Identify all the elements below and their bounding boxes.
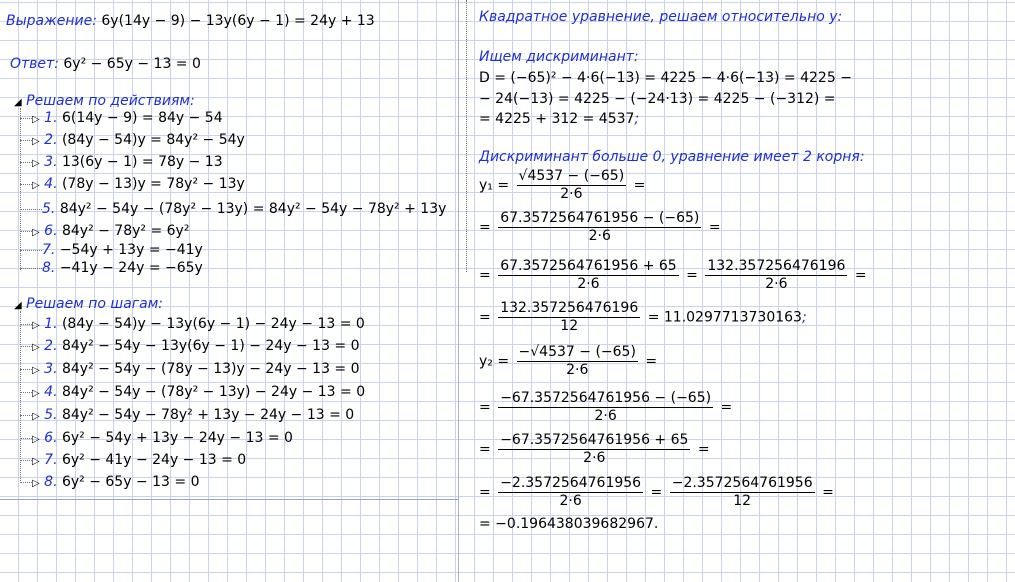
steps-header-row[interactable]	[14, 295, 163, 315]
expand-arrow-icon[interactable]: ▷	[32, 180, 40, 191]
y2-step2-fraction	[498, 432, 690, 467]
y2-step3-fraction	[498, 475, 643, 510]
y1-step-3	[479, 300, 807, 335]
list-item[interactable]: ▷ 2. (84y − 54)y = 84y² − 54y	[20, 131, 245, 151]
equals-sign: =	[708, 219, 721, 236]
equals-sign: =	[650, 484, 663, 501]
y2-step1-numerator: −67.3572564761956 − (−65)	[500, 390, 712, 406]
y1-step-2	[479, 258, 867, 293]
y2-step3b-fraction	[670, 475, 815, 510]
quad-header: Квадратное уравнение, решаем относительно y:	[479, 9, 843, 25]
list-item[interactable]: ▷ 4. 84y² − 54y − (78y² − 13y) − 24y − 13 = 0	[20, 383, 365, 403]
y1-def	[479, 168, 645, 203]
y2-numerator: −√4537 − (−65)	[518, 344, 636, 360]
collapse-triangle-icon[interactable]: ◢	[14, 97, 22, 108]
left-panel	[0, 0, 458, 500]
disc-line-1: D = (−65)² − 4·6(−13) = 4225 − 4·6(−13) = 4225 −	[479, 70, 852, 86]
y2-step1-fraction	[498, 390, 713, 425]
expand-arrow-icon[interactable]: ▷	[32, 342, 40, 353]
y1-step1-numerator: 67.3572564761956 − (−65)	[500, 210, 700, 226]
list-item[interactable]: 8. −41y − 24y = −65y	[20, 259, 203, 277]
y2-step2-denominator: 2·6	[583, 450, 606, 466]
y1-step2-numerator: 67.3572564761956 + 65	[500, 258, 677, 274]
equals-sign: =	[479, 267, 491, 284]
list-item[interactable]: ▷ 6. 84y² − 78y² = 6y²	[20, 222, 189, 242]
y1-fraction	[517, 168, 627, 203]
y2-step-2	[479, 432, 710, 467]
y1-step1-denominator: 2·6	[588, 228, 611, 244]
expand-arrow-icon[interactable]: ▷	[32, 320, 40, 331]
y2-fraction	[517, 344, 638, 379]
y2-label: y₂ =	[479, 353, 510, 370]
equals-sign: =	[479, 399, 491, 416]
collapse-triangle-icon[interactable]: ◢	[14, 300, 22, 311]
equals-sign: =	[479, 441, 491, 458]
y1-step1-fraction	[498, 210, 701, 245]
disc-header: Ищем дискриминант:	[479, 49, 639, 65]
expand-arrow-icon[interactable]: ▷	[32, 411, 40, 422]
list-item[interactable]: ▷ 5. 84y² − 54y − 78y² + 13y − 24y − 13 = 0	[20, 406, 354, 426]
list-item[interactable]: ▷ 8. 6y² − 65y − 13 = 0	[20, 473, 200, 493]
expand-arrow-icon[interactable]: ▷	[32, 434, 40, 445]
y2-step1-denominator: 2·6	[594, 408, 617, 424]
y1-numerator: √4537 − (−65)	[518, 168, 625, 184]
list-item[interactable]: ▷ 4. (78y − 13)y = 78y² − 13y	[20, 175, 245, 195]
list-item[interactable]: ▷ 7. 6y² − 41y − 24y − 13 = 0	[20, 451, 246, 471]
two-roots-header: Дискриминант больше 0, уравнение имеет 2 корня:	[479, 149, 865, 165]
equals-sign: =	[633, 177, 646, 194]
equals-sign: =	[686, 267, 698, 284]
disc-line-3: = 4225 + 312 = 4537	[479, 111, 635, 127]
y1-step2b-fraction	[705, 258, 847, 293]
expand-arrow-icon[interactable]: ▷	[32, 388, 40, 399]
answer-value: 6y² − 65y − 13 = 0	[63, 56, 201, 72]
list-item[interactable]: ▷ 6. 6y² − 54y + 13y − 24y − 13 = 0	[20, 429, 293, 449]
right-tree-line	[466, 0, 467, 272]
equals-sign: =	[822, 484, 834, 501]
y1-label: y₁ =	[479, 177, 510, 194]
expand-arrow-icon[interactable]: ▷	[32, 158, 40, 169]
answer-label: Ответ:	[10, 56, 59, 72]
equals-sign: =	[479, 219, 491, 236]
y2-step3-numerator: −2.3572564761956	[500, 475, 642, 491]
equals-sign: =	[479, 309, 491, 326]
expand-arrow-icon[interactable]: ▷	[32, 227, 40, 238]
y1-denominator: 2·6	[560, 186, 583, 202]
y1-step-1	[479, 210, 721, 245]
equals-sign: =	[645, 353, 658, 370]
y1-step3-denominator: 12	[560, 318, 579, 334]
y2-step3-denominator: 2·6	[559, 493, 582, 509]
equals-sign: =	[854, 267, 867, 284]
equals-sign: =	[720, 399, 733, 416]
y2-step3b-denominator: 12	[733, 493, 752, 509]
left-panel-bottom-border	[0, 499, 458, 500]
list-item[interactable]: 7. −54y + 13y = −41y	[20, 241, 203, 259]
y1-result-end: ;	[801, 309, 807, 326]
answer-line	[10, 55, 201, 73]
expression-line	[6, 12, 375, 30]
actions-header: Решаем по действиям:	[26, 93, 195, 109]
list-item[interactable]: 5. 84y² − 54y − (78y² − 13y) = 84y² − 54y − 78y² + 13y	[20, 200, 446, 218]
y2-step2-numerator: −67.3572564761956 + 65	[500, 432, 689, 448]
y1-step3-fraction	[498, 300, 640, 335]
disc-line-3-end: ;	[634, 111, 640, 127]
equals-sign: =	[697, 441, 710, 458]
y1-step2b-denominator: 2·6	[765, 276, 788, 292]
list-item[interactable]: ▷ 3. 13(6y − 1) = 78y − 13	[20, 153, 223, 173]
right-panel	[459, 0, 901, 582]
list-item[interactable]: ▷ 3. 84y² − 54y − (78y − 13)y − 24y − 13 = 0	[20, 360, 360, 380]
expand-arrow-icon[interactable]: ▷	[32, 456, 40, 467]
list-item[interactable]: ▷ 1. 6(14y − 9) = 84y − 54	[20, 109, 223, 129]
disc-line-3-row	[479, 110, 639, 128]
disc-line-2: − 24(−13) = 4225 − (−24·13) = 4225 − (−312) =	[479, 91, 836, 107]
y2-result: = −0.196438039682967.	[479, 516, 659, 532]
expression-label: Выражение:	[6, 13, 97, 29]
y1-step2-denominator: 2·6	[577, 276, 600, 292]
y1-result: = 11.0297713730163	[647, 309, 802, 326]
expand-arrow-icon[interactable]: ▷	[32, 114, 40, 125]
y2-def	[479, 344, 657, 379]
list-item[interactable]: ▷ 1. (84y − 54)y − 13y(6y − 1) − 24y − 13 = 0	[20, 315, 365, 335]
expand-arrow-icon[interactable]: ▷	[32, 478, 40, 489]
y2-step-1	[479, 390, 732, 425]
list-item[interactable]: ▷ 2. 84y² − 54y − 13y(6y − 1) − 24y − 13 = 0	[20, 337, 360, 357]
y2-denominator: 2·6	[566, 362, 589, 378]
y1-step2b-numerator: 132.357256476196	[707, 258, 846, 274]
equals-sign: =	[479, 484, 491, 501]
y1-step3-numerator: 132.357256476196	[500, 300, 639, 316]
y1-step2-fraction	[498, 258, 679, 293]
expand-arrow-icon[interactable]: ▷	[32, 136, 40, 147]
steps-header: Решаем по шагам:	[26, 296, 163, 312]
y2-step-3	[479, 475, 834, 510]
y2-step3b-numerator: −2.3572564761956	[671, 475, 813, 491]
expand-arrow-icon[interactable]: ▷	[32, 365, 40, 376]
expression-value: 6y(14y − 9) − 13y(6y − 1) = 24y + 13	[101, 13, 375, 29]
